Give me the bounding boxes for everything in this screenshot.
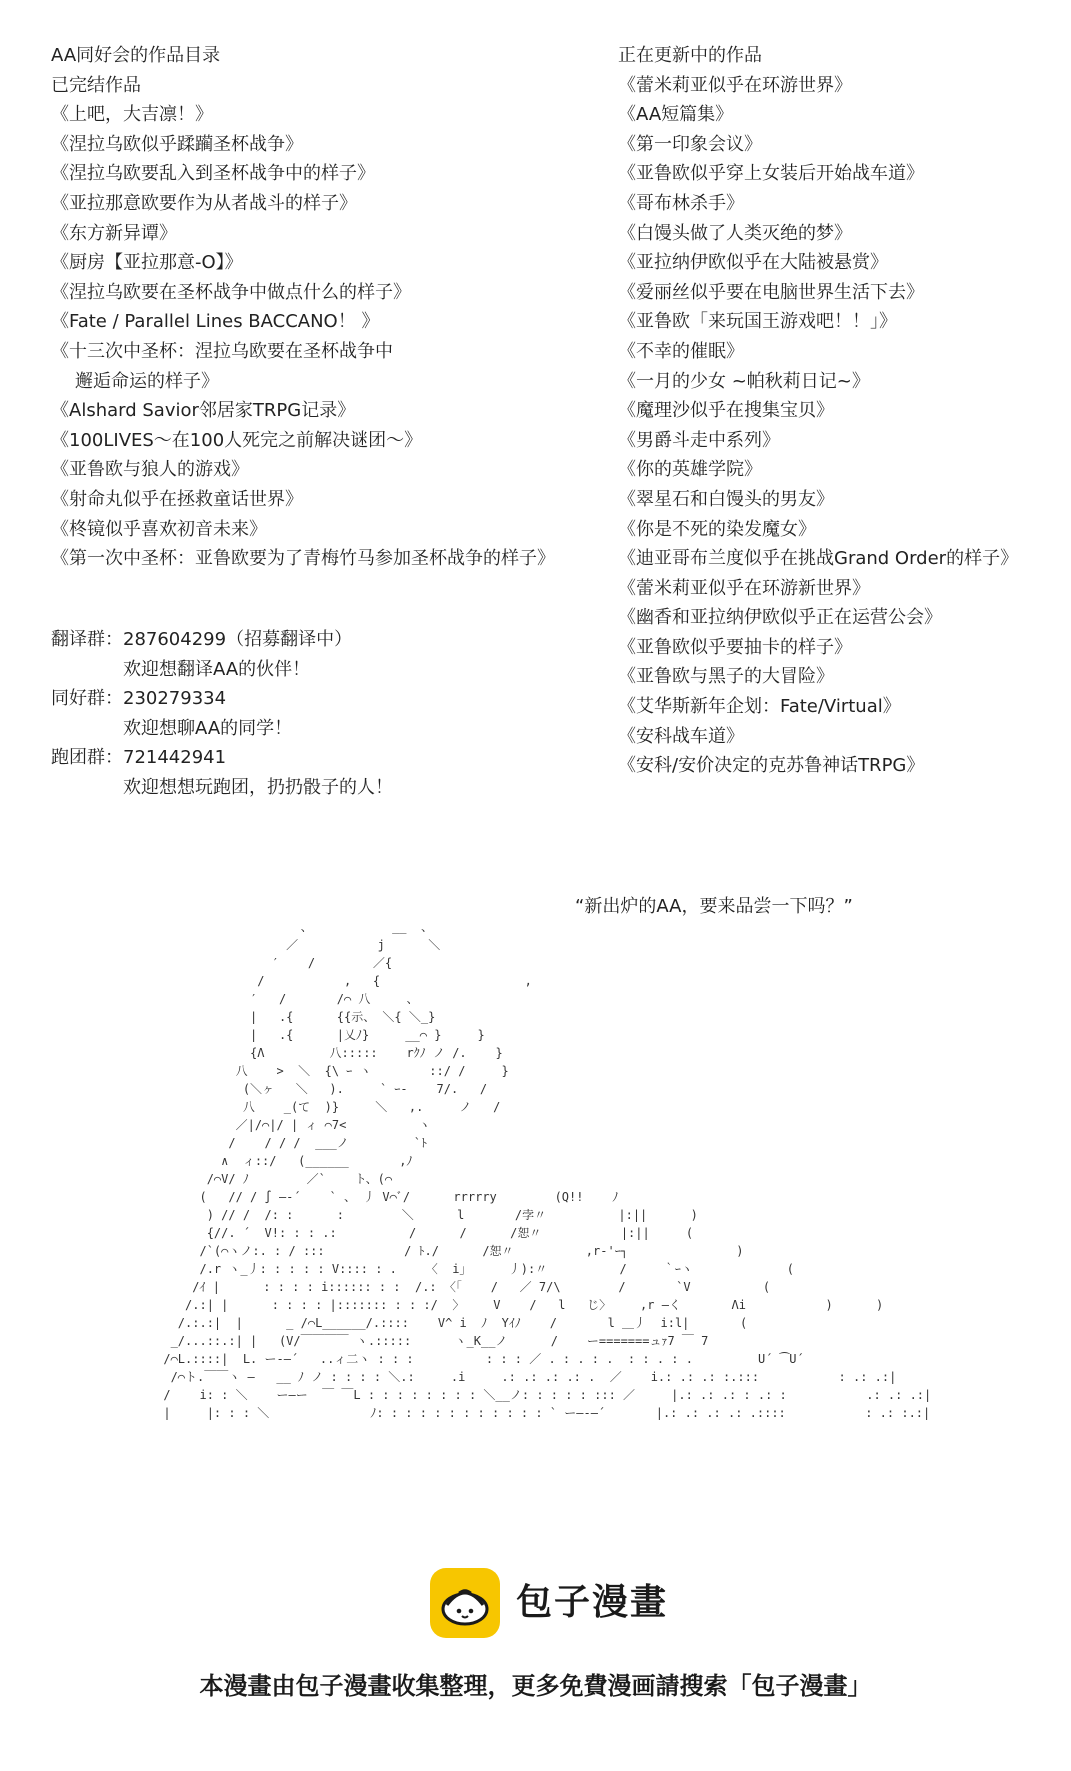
ongoing-item: 《艾华斯新年企划：Fate/Virtual》 bbox=[618, 696, 901, 718]
ongoing-item: 《蕾米莉亚似乎在环游新世界》 bbox=[618, 577, 870, 599]
speech-quote: “新出炉的AA，要来品尝一下吗？” bbox=[575, 896, 853, 917]
group-number: 721442941 bbox=[123, 747, 227, 769]
ongoing-item: 《迪亚哥布兰度似乎在挑战Grand Order的样子》 bbox=[618, 548, 1019, 570]
ongoing-works-column bbox=[618, 41, 1018, 781]
footer-note: 本漫畫由包子漫畫收集整理，更多免費漫画請搜索「包子漫畫」 bbox=[199, 1672, 872, 1700]
ongoing-item: 《不幸的催眠》 bbox=[618, 340, 744, 362]
group-note: 欢迎想聊AA的同学！ bbox=[123, 717, 293, 739]
translation-group-row bbox=[51, 625, 393, 655]
completed-heading: 已完结作品 bbox=[51, 74, 141, 96]
trpg-group-row bbox=[51, 743, 393, 773]
group-label: 同好群： bbox=[51, 688, 123, 710]
completed-item: 《涅拉乌欧似乎蹂躏圣杯战争》 bbox=[51, 133, 303, 155]
completed-item: 《Fate / Parallel Lines BACCANO！ 》 bbox=[51, 311, 380, 333]
completed-item-continuation: 邂逅命运的样子》 bbox=[75, 370, 219, 392]
ongoing-item: 《你的英雄学院》 bbox=[618, 459, 762, 481]
ongoing-item: 《爱丽丝似乎要在电脑世界生活下去》 bbox=[618, 281, 924, 303]
ongoing-item: 《AA短篇集》 bbox=[618, 104, 734, 126]
site-logo[interactable] bbox=[430, 1568, 668, 1638]
group-contacts bbox=[51, 625, 393, 803]
ongoing-item: 《亚拉纳伊欧似乎在大陆被悬赏》 bbox=[618, 252, 888, 274]
completed-item: 《第一次中圣杯：亚鲁欧要为了青梅竹马参加圣杯战争的样子》 bbox=[51, 548, 555, 570]
ongoing-item: 《亚鲁欧似乎要抽卡的样子》 bbox=[618, 636, 852, 658]
ongoing-item: 《第一印象会议》 bbox=[618, 133, 762, 155]
group-number: 230279334 bbox=[123, 688, 227, 710]
ascii-art-illustration: 、 __ 、 ／ j ＼ ′ / ／{ / , { , ′ / /⌒ 八 、 | .{ {{示、 ＼{ ＼_} | .{ |乂ﾉ} __⌒ } } {Λ 八::::: rｸﾉ ノ /. } 八 > ＼ {\ ｰ ヽ ::/ / } (＼ヶ ＼ ). ` ｰ- 7/. / 八 _(て )} ＼ ,. ノ / ／|/⌒|/ | ィ ⌒7< ヽ / / / / ___ノ `ﾄ ∧ ィ::/ (______ ,ﾉ /⌒V/ ﾉ ／` ト、(⌒ ( // / ∫ ―‐´ ` 、 丿 V⌒ﾞ/ rrrrry (Q!! ﾉ ) // / /: : : ＼ l /孛〃 |:|| ) {//. ´ V!: : : .: / / /恕〃 |:|| ( /`(⌒ヽノ:. : / ::: / ﾄ./ /恕〃 ,r‐'ｰ┐ ) /.r ヽ_丿: : : : : V:::: : . 〈 i｣ 丿):〃 / ｀ｰヽ ( /ｲ | : : : : i:::::: : : /.: 〈「 / ／ 7/\ / `V ( /.:| | : : : : |::::::: : : :/ 〉 V / l じ〉 ,r ―く Λi ) ) /.:.:| | _ /⌒L______/.:::: V^ i ﾉ Yｲﾉ / l ＿丿 i:l| ( _/...::.:| | (V/￣￣￣￣ ヽ.::::: ヽ_K__ノ / ー=======ュｧ7 ￣ 7 /⌒L.::::| L. ー-―´ ..ィ二ヽ : : : : : : ／ . : . : . : : . : . U´ ⁀U´ /⌒ト.￣￣ヽ ― __ ﾉ ノ : : : : ＼.: .i .: .: .: .: . ／ i.: .: .: :.::: : .: .:| / i: : ＼ ー―ー ￣ ￣L : : : : : : : : ＼__ノ: : : : : ::: ／ |.: .: .: : .: : .: .: .:| | |: : : ＼ ﾉ: : : : : : : : : : : : ` ー―‐―´ |.: .: .: .: .:::: : .: :.:| bbox=[163, 920, 932, 1420]
ongoing-item: 《幽香和亚拉纳伊欧似乎正在运营公会》 bbox=[618, 607, 942, 629]
catalog-heading: AA同好会的作品目录 bbox=[51, 45, 221, 66]
completed-item: 《柊镜似乎喜欢初音未来》 bbox=[51, 518, 267, 540]
ongoing-item: 《安科战车道》 bbox=[618, 725, 744, 747]
ongoing-item: 《安科/安价决定的克苏鲁神话TRPG》 bbox=[618, 755, 925, 777]
completed-item: 《Alshard Savior邻居家TRPG记录》 bbox=[51, 400, 356, 422]
group-label: 跑团群： bbox=[51, 747, 123, 769]
ongoing-heading: 正在更新中的作品 bbox=[618, 45, 762, 66]
ongoing-item: 《翠星石和白馒头的男友》 bbox=[618, 488, 834, 510]
group-note: 欢迎想想玩跑团，扔扔骰子的人！ bbox=[123, 776, 393, 798]
ongoing-item: 《哥布林杀手》 bbox=[618, 192, 744, 214]
logo-text: 包子漫畫 bbox=[516, 1582, 669, 1623]
ongoing-item: 《蕾米莉亚似乎在环游世界》 bbox=[618, 74, 852, 96]
ongoing-item: 《男爵斗走中系列》 bbox=[618, 429, 780, 451]
completed-item: 《上吧，大吉凛！》 bbox=[51, 104, 213, 126]
completed-item: 《亚拉那意欧要作为从者战斗的样子》 bbox=[51, 192, 357, 214]
ongoing-item: 《白馒头做了人类灭绝的梦》 bbox=[618, 222, 852, 244]
ongoing-item: 《你是不死的染发魔女》 bbox=[618, 518, 816, 540]
group-label: 翻译群： bbox=[51, 629, 123, 650]
completed-item: 《射命丸似乎在拯救童话世界》 bbox=[51, 488, 303, 510]
bun-icon bbox=[430, 1568, 500, 1638]
group-note: 欢迎想翻译AA的伙伴！ bbox=[123, 658, 311, 680]
completed-item: 《亚鲁欧与狼人的游戏》 bbox=[51, 459, 249, 481]
ongoing-item: 《一月的少女 ~帕秋莉日记~》 bbox=[618, 370, 870, 392]
completed-item: 《十三次中圣杯：涅拉乌欧要在圣杯战争中 bbox=[51, 340, 393, 362]
completed-item: 《涅拉乌欧要在圣杯战争中做点什么的样子》 bbox=[51, 281, 411, 303]
ongoing-item: 《亚鲁欧「来玩国王游戏吧！！」》 bbox=[618, 311, 897, 333]
ongoing-item: 《亚鲁欧与黑子的大冒险》 bbox=[618, 666, 834, 688]
completed-item: 《100LIVES～在100人死完之前解决谜团～》 bbox=[51, 429, 423, 451]
fan-group-row bbox=[51, 684, 393, 714]
completed-item: 《东方新异谭》 bbox=[51, 222, 177, 244]
group-number: 287604299（招募翻译中） bbox=[123, 629, 353, 650]
ongoing-item: 《亚鲁欧似乎穿上女装后开始战车道》 bbox=[618, 163, 924, 185]
completed-works-column bbox=[51, 41, 555, 574]
ongoing-item: 《魔理沙似乎在搜集宝贝》 bbox=[618, 400, 834, 422]
completed-item: 《涅拉乌欧要乱入到圣杯战争中的样子》 bbox=[51, 163, 375, 185]
completed-item: 《厨房【亚拉那意-O】》 bbox=[51, 252, 243, 274]
